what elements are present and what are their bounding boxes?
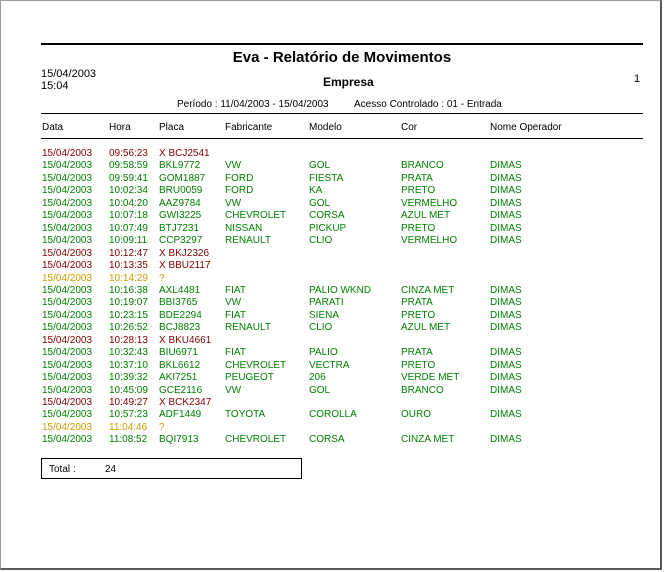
cell-operador: DIMAS — [490, 322, 522, 334]
column-header-data: Data — [42, 122, 64, 133]
top-rule — [41, 43, 643, 45]
cell-operador: DIMAS — [490, 222, 522, 234]
table-row — [1, 273, 664, 285]
cell-hora: 10:26:52 — [109, 322, 148, 334]
column-header-hora: Hora — [109, 122, 131, 133]
cell-data: 15/04/2003 — [42, 272, 93, 284]
cell-operador: DIMAS — [490, 210, 522, 222]
table-row — [1, 434, 664, 446]
table-row — [1, 347, 664, 359]
cell-cor: PRETO — [401, 222, 436, 234]
header-rule-bottom — [41, 138, 643, 139]
cell-modelo: SIENA — [309, 309, 340, 321]
table-row — [1, 210, 664, 222]
table-row — [1, 235, 664, 247]
cell-modelo: CORSA — [309, 210, 345, 222]
cell-data: 15/04/2003 — [42, 334, 93, 346]
cell-cor: PRATA — [401, 172, 433, 184]
cell-placa: AXL4481 — [159, 284, 201, 296]
cell-data: 15/04/2003 — [42, 359, 93, 371]
cell-placa: BCJ8823 — [159, 322, 201, 334]
total-label: Total : — [49, 464, 76, 475]
cell-data: 15/04/2003 — [42, 347, 93, 359]
report-title: Eva - Relatório de Movimentos — [232, 49, 452, 66]
cell-fabricante: NISSAN — [225, 222, 263, 234]
cell-data: 15/04/2003 — [42, 185, 93, 197]
cell-cor: VERMELHO — [401, 197, 458, 209]
cell-hora: 10:14:29 — [109, 272, 148, 284]
column-header-cor: Cor — [401, 122, 418, 133]
cell-modelo: KA — [309, 185, 323, 197]
cell-modelo: PICKUP — [309, 222, 347, 234]
cell-placa: BKL6612 — [159, 359, 201, 371]
cell-placa: ? — [159, 421, 165, 433]
table-row — [1, 310, 664, 322]
column-header-row — [1, 122, 664, 134]
cell-data: 15/04/2003 — [42, 397, 93, 408]
cell-operador: DIMAS — [490, 197, 522, 209]
table-row — [1, 173, 664, 185]
cell-modelo: CLIO — [309, 322, 333, 334]
table-row — [1, 409, 664, 421]
cell-cor: CINZA MET — [401, 434, 455, 446]
table-row — [1, 285, 664, 297]
cell-cor: PRETO — [401, 359, 436, 371]
cell-placa: BIU6971 — [159, 347, 198, 359]
cell-hora: 10:45:09 — [109, 384, 148, 396]
cell-fabricante: FIAT — [225, 284, 246, 296]
cell-fabricante: RENAULT — [225, 322, 271, 334]
cell-modelo: PALIO — [309, 347, 338, 359]
cell-placa: GCE2116 — [159, 384, 203, 396]
cell-placa: X BKU4661 — [159, 334, 212, 346]
table-row — [1, 385, 664, 397]
cell-modelo: VECTRA — [309, 359, 350, 371]
cell-hora: 11:08:52 — [109, 434, 148, 446]
table-row — [1, 372, 664, 384]
report-period: Período : 11/04/2003 - 15/04/2003 — [177, 99, 329, 110]
cell-cor: PRATA — [401, 297, 433, 309]
cell-placa: ? — [159, 272, 165, 284]
cell-operador: DIMAS — [490, 297, 522, 309]
report-access: Acesso Controlado : 01 - Entrada — [354, 99, 502, 110]
cell-data: 15/04/2003 — [42, 235, 93, 247]
cell-data: 15/04/2003 — [42, 322, 93, 334]
column-header-modelo: Modelo — [309, 122, 342, 133]
cell-cor: PRATA — [401, 347, 433, 359]
cell-hora: 09:58:59 — [109, 160, 148, 172]
table-row — [1, 335, 664, 347]
cell-hora: 10:02:34 — [109, 185, 148, 197]
print-date: 15/04/2003 — [41, 68, 97, 80]
cell-hora: 10:28:13 — [109, 334, 148, 346]
cell-fabricante: TOYOTA — [225, 409, 266, 421]
cell-hora: 10:19:07 — [109, 297, 148, 309]
table-row — [1, 397, 664, 409]
cell-fabricante: VW — [225, 160, 242, 172]
total-box — [41, 458, 302, 479]
cell-placa: BTJ7231 — [159, 222, 200, 234]
table-row — [1, 160, 664, 172]
cell-hora: 10:07:49 — [109, 222, 148, 234]
cell-hora: 10:09:11 — [109, 235, 148, 247]
cell-placa: BBI3765 — [159, 297, 198, 309]
cell-data: 15/04/2003 — [42, 160, 93, 172]
cell-placa: CCP3297 — [159, 235, 203, 247]
cell-data: 15/04/2003 — [42, 260, 93, 272]
cell-data: 15/04/2003 — [42, 210, 93, 222]
cell-placa: BKL9772 — [159, 160, 201, 172]
cell-operador: DIMAS — [490, 235, 522, 247]
cell-hora: 10:04:20 — [109, 197, 148, 209]
cell-fabricante: FIAT — [225, 347, 246, 359]
cell-operador: DIMAS — [490, 359, 522, 371]
cell-hora: 10:37:10 — [109, 359, 148, 371]
cell-fabricante: FORD — [225, 172, 254, 184]
cell-data: 15/04/2003 — [42, 309, 93, 321]
cell-fabricante: VW — [225, 297, 242, 309]
cell-hora: 10:07:18 — [109, 210, 148, 222]
cell-operador: DIMAS — [490, 409, 522, 421]
cell-operador: DIMAS — [490, 384, 522, 396]
cell-hora: 10:57:23 — [109, 409, 148, 421]
cell-hora: 09:56:23 — [109, 148, 148, 159]
cell-modelo: FIESTA — [309, 172, 344, 184]
cell-hora: 10:16:38 — [109, 284, 148, 296]
cell-modelo: PALIO WKND — [309, 284, 372, 296]
cell-placa: GOM1887 — [159, 172, 206, 184]
cell-modelo: CLIO — [309, 235, 333, 247]
table-row — [1, 148, 664, 160]
cell-fabricante: VW — [225, 384, 242, 396]
cell-data: 15/04/2003 — [42, 197, 93, 209]
cell-data: 15/04/2003 — [42, 297, 93, 309]
cell-cor: VERMELHO — [401, 235, 458, 247]
cell-hora: 10:39:32 — [109, 372, 148, 384]
cell-hora: 10:12:47 — [109, 247, 148, 259]
cell-fabricante: FORD — [225, 185, 254, 197]
table-row — [1, 198, 664, 210]
total-value: 24 — [105, 464, 117, 475]
cell-hora: 10:13:35 — [109, 260, 148, 272]
cell-operador: DIMAS — [490, 372, 522, 384]
cell-data: 15/04/2003 — [42, 148, 93, 159]
cell-placa: X BCK2347 — [159, 397, 212, 408]
cell-placa: BQI7913 — [159, 434, 199, 446]
cell-placa: AKI7251 — [159, 372, 198, 384]
cell-data: 15/04/2003 — [42, 372, 93, 384]
cell-cor: AZUL MET — [401, 210, 451, 222]
cell-cor: BRANCO — [401, 160, 444, 172]
cell-placa: X BKJ2326 — [159, 247, 210, 259]
cell-placa: ADF1449 — [159, 409, 202, 421]
cell-placa: GWI3225 — [159, 210, 202, 222]
cell-placa: AAZ9784 — [159, 197, 201, 209]
cell-cor: PRETO — [401, 185, 436, 197]
cell-data: 15/04/2003 — [42, 284, 93, 296]
cell-hora: 11:04:46 — [109, 421, 148, 433]
cell-fabricante: FIAT — [225, 309, 246, 321]
table-row — [1, 322, 664, 334]
cell-data: 15/04/2003 — [42, 222, 93, 234]
cell-operador: DIMAS — [490, 185, 522, 197]
cell-data: 15/04/2003 — [42, 247, 93, 259]
cell-fabricante: CHEVROLET — [225, 359, 287, 371]
cell-placa: X BCJ2541 — [159, 148, 210, 159]
table-row — [1, 223, 664, 235]
company-name: Empresa — [323, 75, 374, 89]
table-row — [1, 297, 664, 309]
cell-hora: 10:49:27 — [109, 397, 148, 408]
cell-modelo: GOL — [309, 197, 331, 209]
table-row — [1, 360, 664, 372]
cell-modelo: GOL — [309, 384, 331, 396]
cell-operador: DIMAS — [490, 434, 522, 446]
cell-modelo: PARATI — [309, 297, 344, 309]
cell-fabricante: VW — [225, 197, 242, 209]
column-header-fabricante: Fabricante — [225, 122, 273, 133]
cell-cor: OURO — [401, 409, 431, 421]
table-row — [1, 422, 664, 434]
cell-operador: DIMAS — [490, 309, 522, 321]
cell-modelo: 206 — [309, 372, 326, 384]
print-time: 15:04 — [41, 80, 69, 92]
cell-cor: BRANCO — [401, 384, 444, 396]
page-number: 1 — [634, 73, 641, 85]
cell-data: 15/04/2003 — [42, 409, 93, 421]
cell-fabricante: CHEVROLET — [225, 434, 287, 446]
cell-modelo: CORSA — [309, 434, 345, 446]
cell-operador: DIMAS — [490, 347, 522, 359]
cell-modelo: GOL — [309, 160, 331, 172]
cell-fabricante: RENAULT — [225, 235, 271, 247]
cell-operador: DIMAS — [490, 284, 522, 296]
cell-cor: CINZA MET — [401, 284, 455, 296]
cell-placa: BRU0059 — [159, 185, 203, 197]
cell-fabricante: PEUGEOT — [225, 372, 274, 384]
column-header-operador: Nome Operador — [490, 122, 562, 133]
cell-data: 15/04/2003 — [42, 384, 93, 396]
cell-cor: PRETO — [401, 309, 436, 321]
cell-placa: X BBU2117 — [159, 260, 211, 272]
cell-hora: 09:59:41 — [109, 172, 148, 184]
cell-data: 15/04/2003 — [42, 434, 93, 446]
cell-placa: BDE2294 — [159, 309, 202, 321]
cell-fabricante: CHEVROLET — [225, 210, 287, 222]
cell-data: 15/04/2003 — [42, 421, 93, 433]
cell-modelo: COROLLA — [309, 409, 357, 421]
cell-hora: 10:32:43 — [109, 347, 148, 359]
table-row — [1, 185, 664, 197]
cell-operador: DIMAS — [490, 160, 522, 172]
column-header-placa: Placa — [159, 122, 185, 133]
table-row — [1, 260, 664, 272]
table-row — [1, 248, 664, 260]
cell-hora: 10:23:15 — [109, 309, 148, 321]
header-rule-top — [41, 113, 643, 114]
cell-data: 15/04/2003 — [42, 172, 93, 184]
cell-cor: VERDE MET — [401, 372, 460, 384]
cell-operador: DIMAS — [490, 172, 522, 184]
cell-cor: AZUL MET — [401, 322, 451, 334]
